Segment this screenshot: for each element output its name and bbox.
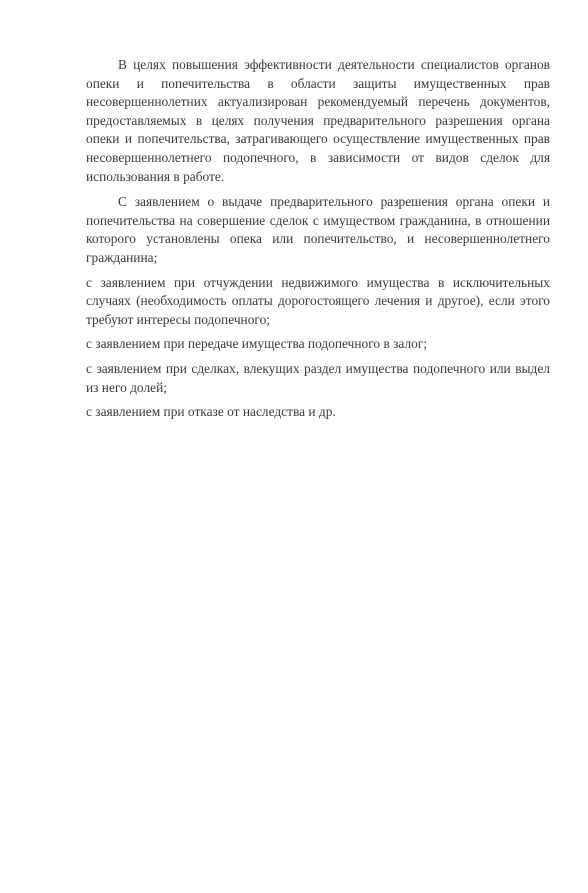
application-paragraph: С заявлением о выдаче предварительного разрешения органа опеки и попечительства на совершение сделок с имуществом гражданина, в отношении которого установлены опека или попечительство, и несовершеннолетнего гражданина; [86, 194, 550, 265]
list-item-property-division: с заявлением при сделках, влекущих раздел имущества подопечного или выдел из него долей; [86, 360, 550, 395]
list-item-inheritance-refusal: с заявлением при отказе от наследства и др. [86, 404, 336, 420]
list-item-real-estate: с заявлением при отчуждении недвижимого имущества в исключительных случаях (необходимость оплаты дорогостоящего лечения и другое), если этого требуют интересы подопечного; [86, 274, 550, 327]
list-item-pledge: с заявлением при передаче имущества подопечного в залог; [86, 336, 428, 352]
intro-paragraph: В целях повышения эффективности деятельности специалистов органов опеки и попечительства в области защиты имущественных прав несовершеннолетних актуализирован рекомендуемый перечень документов, предоставляемых в целях получения предварительного разрешения органа опеки и попечительства, затрагивающего осуществление имущественных прав несовершеннолетнего подопечного, в зависимости от видов сделок для использования в работе. [86, 57, 550, 184]
document-body [86, 56, 550, 422]
